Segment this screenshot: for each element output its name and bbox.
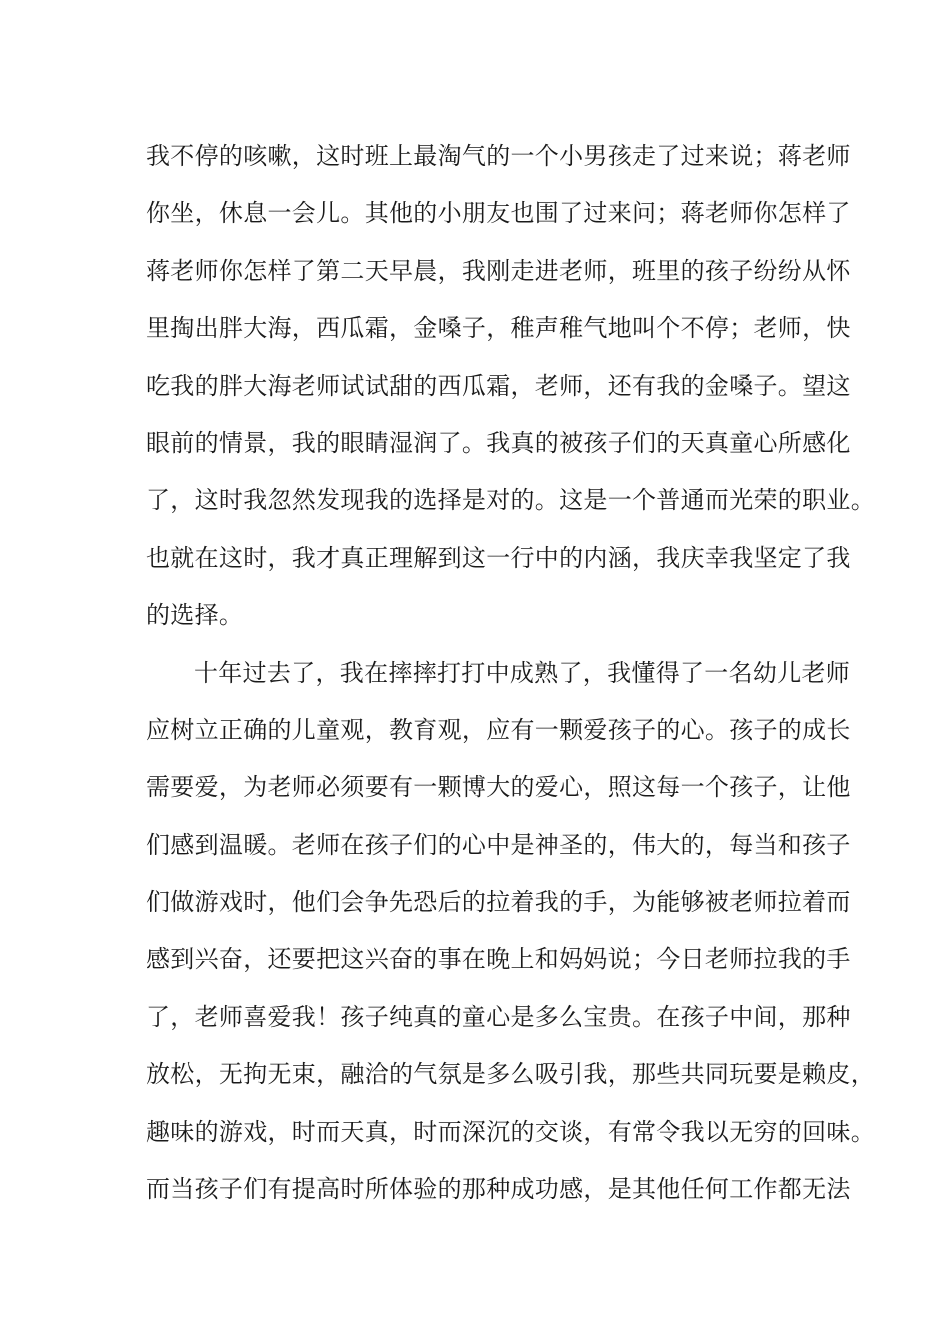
text-line: 眼前的情景，我的眼睛湿润了。我真的被孩子们的天真童心所感化 [146, 428, 851, 457]
text-line: 你坐，休息一会儿。其他的小朋友也围了过来问；蒋老师你怎样了 [146, 199, 851, 228]
text-line: 里掏出胖大海，西瓜霜，金嗓子，稚声稚气地叫个不停；老师，快 [146, 314, 851, 343]
text-line: 了，这时我忽然发现我的选择是对的。这是一个普通而光荣的职业。 [146, 486, 875, 515]
text-line: 也就在这时，我才真正理解到这一行中的内涵，我庆幸我坚定了我 [146, 543, 851, 572]
text-line: 需要爱，为老师必须要有一颗博大的爱心，照这每一个孩子，让他 [146, 773, 851, 802]
text-line: 蒋老师你怎样了第二天早晨，我刚走进老师，班里的孩子纷纷从怀 [146, 256, 851, 285]
paragraph-first-line: 十年过去了，我在摔摔打打中成熟了，我懂得了一名幼儿老师 [194, 658, 851, 687]
text-line: 们做游戏时，他们会争先恐后的拉着我的手，为能够被老师拉着而 [146, 888, 851, 917]
text-line: 吃我的胖大海老师试试甜的西瓜霜，老师，还有我的金嗓子。望这 [146, 371, 851, 400]
text-line: 的选择。 [146, 601, 244, 630]
text-line: 趣味的游戏，时而天真，时而深沉的交谈，有常令我以无穷的回味。 [146, 1117, 875, 1146]
text-line: 应树立正确的儿童观，教育观，应有一颗爱孩子的心。孩子的成长 [146, 715, 851, 744]
text-line: 了，老师喜爱我！孩子纯真的童心是多么宝贵。在孩子中间，那种 [146, 1002, 851, 1031]
text-line: 们感到温暖。老师在孩子们的心中是神圣的，伟大的，每当和孩子 [146, 830, 851, 859]
text-line: 放松，无拘无束，融洽的气氛是多么吸引我，那些共同玩要是赖皮， [146, 1060, 875, 1089]
body-text [146, 128, 875, 1218]
text-line: 而当孩子们有提高时所体验的那种成功感，是其他任何工作都无法 [146, 1175, 851, 1204]
text-line: 我不停的咳嗽，这时班上最淘气的一个小男孩走了过来说；蒋老师 [146, 142, 851, 170]
text-line: 感到兴奋，还要把这兴奋的事在晚上和妈妈说；今日老师拉我的手 [146, 945, 851, 974]
